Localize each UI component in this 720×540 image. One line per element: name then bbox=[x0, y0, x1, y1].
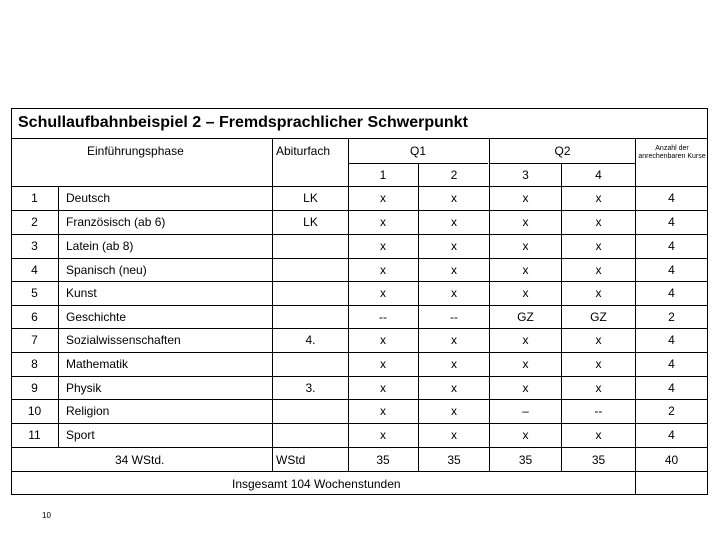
row-divider bbox=[11, 447, 708, 448]
row-semester-4: x bbox=[595, 333, 602, 347]
row-divider bbox=[11, 258, 708, 259]
row-subject: Mathematik bbox=[66, 357, 129, 371]
slide-title: Schullaufbahnbeispiel 2 – Fremdsprachlicher Schwerpunkt bbox=[18, 114, 468, 131]
row-semester-2: x bbox=[451, 404, 457, 418]
row-semester-1: x bbox=[380, 239, 386, 253]
header-semester-2: 2 bbox=[450, 168, 458, 182]
page-number: 10 bbox=[42, 511, 51, 520]
row-count: 4 bbox=[668, 333, 675, 347]
row-number: 1 bbox=[31, 191, 38, 205]
header-anzahl-kurse: Anzahl der anrechenbaren Kurse bbox=[638, 145, 706, 160]
row-divider bbox=[11, 423, 708, 424]
row-subject: Spanisch (neu) bbox=[66, 263, 147, 277]
row-semester-2: x bbox=[451, 333, 457, 347]
row-semester-2: x bbox=[451, 428, 457, 442]
row-divider bbox=[11, 234, 708, 235]
row-semester-4: x bbox=[595, 381, 602, 395]
row-semester-2: x bbox=[451, 263, 457, 277]
row-subject: Sport bbox=[66, 428, 95, 442]
row-number: 2 bbox=[31, 215, 38, 229]
header-q1: Q1 bbox=[409, 144, 426, 158]
row-abiturfach: LK bbox=[303, 215, 318, 229]
row-semester-1: x bbox=[380, 381, 386, 395]
row-count: 4 bbox=[668, 263, 675, 277]
row-divider bbox=[11, 328, 708, 329]
header-abiturfach: Abiturfach bbox=[276, 144, 331, 158]
row-subject: Kunst bbox=[66, 286, 97, 300]
row-count: 4 bbox=[668, 357, 675, 371]
row-number: 7 bbox=[31, 333, 38, 347]
row-number: 5 bbox=[31, 286, 38, 300]
row-semester-1: -- bbox=[379, 310, 387, 324]
row-subject: Französisch (ab 6) bbox=[66, 215, 166, 229]
row-semester-1: x bbox=[380, 263, 386, 277]
row-count: 4 bbox=[668, 215, 675, 229]
row-count: 2 bbox=[668, 404, 675, 418]
row-semester-1: x bbox=[380, 286, 386, 300]
row-semester-3: x bbox=[522, 239, 529, 253]
row-semester-4: x bbox=[595, 215, 602, 229]
row-semester-1: x bbox=[380, 191, 386, 205]
row-semester-3: GZ bbox=[517, 310, 534, 324]
row-number: 6 bbox=[31, 310, 38, 324]
row-count: 2 bbox=[668, 310, 675, 324]
row-subject: Religion bbox=[66, 404, 110, 418]
row-abiturfach: LK bbox=[303, 191, 318, 205]
row-divider bbox=[11, 399, 708, 400]
row-semester-2: x bbox=[451, 381, 457, 395]
row-semester-4: x bbox=[595, 191, 602, 205]
row-semester-3: x bbox=[522, 357, 529, 371]
row-divider bbox=[11, 376, 708, 377]
footer-total-hours: Insgesamt 104 Wochenstunden bbox=[232, 477, 401, 491]
row-count: 4 bbox=[668, 286, 675, 300]
row-semester-3: x bbox=[522, 215, 529, 229]
header-divider bbox=[11, 186, 708, 187]
title-divider bbox=[11, 138, 708, 139]
row-semester-1: x bbox=[380, 333, 386, 347]
row-number: 10 bbox=[27, 404, 42, 418]
totals-divider bbox=[11, 471, 708, 472]
row-subject: Sozialwissenschaften bbox=[66, 333, 181, 347]
q2-divider bbox=[490, 163, 635, 164]
column-divider bbox=[489, 138, 490, 471]
row-semester-3: x bbox=[522, 263, 529, 277]
row-semester-2: x bbox=[451, 286, 457, 300]
row-semester-4: x bbox=[595, 357, 602, 371]
row-divider bbox=[11, 281, 708, 282]
row-semester-4: x bbox=[595, 286, 602, 300]
row-count: 4 bbox=[668, 191, 675, 205]
totals-count: 40 bbox=[664, 453, 679, 467]
row-semester-3: x bbox=[522, 381, 529, 395]
totals-s4: 35 bbox=[591, 453, 606, 467]
row-semester-2: x bbox=[451, 215, 457, 229]
row-divider bbox=[11, 210, 708, 211]
row-semester-2: -- bbox=[450, 310, 458, 324]
row-semester-1: x bbox=[380, 404, 386, 418]
row-number: 4 bbox=[31, 263, 38, 277]
row-semester-3: x bbox=[522, 286, 529, 300]
row-semester-1: x bbox=[380, 215, 386, 229]
row-semester-4: x bbox=[595, 428, 602, 442]
row-subject: Physik bbox=[66, 381, 102, 395]
row-subject: Latein (ab 8) bbox=[66, 239, 134, 253]
row-semester-3: – bbox=[522, 404, 529, 418]
row-count: 4 bbox=[668, 381, 675, 395]
column-divider bbox=[58, 186, 59, 447]
header-semester-3: 3 bbox=[522, 168, 529, 182]
totals-s1: 35 bbox=[376, 453, 390, 467]
row-number: 11 bbox=[28, 428, 41, 442]
row-number: 9 bbox=[31, 381, 38, 395]
row-semester-3: x bbox=[522, 191, 529, 205]
row-divider bbox=[11, 305, 708, 306]
header-einfuehrungsphase: Einführungsphase bbox=[87, 144, 184, 158]
totals-phase: 34 WStd. bbox=[115, 453, 165, 467]
row-abiturfach: 4. bbox=[305, 333, 316, 347]
row-count: 4 bbox=[668, 428, 675, 442]
column-divider bbox=[272, 138, 273, 471]
row-semester-4: x bbox=[595, 263, 602, 277]
header-q2: Q2 bbox=[554, 144, 571, 158]
row-subject: Geschichte bbox=[66, 310, 127, 324]
row-count: 4 bbox=[668, 239, 675, 253]
row-semester-2: x bbox=[451, 357, 457, 371]
row-semester-3: x bbox=[522, 333, 529, 347]
row-subject: Deutsch bbox=[66, 191, 111, 205]
row-semester-3: x bbox=[522, 428, 529, 442]
row-abiturfach: 3. bbox=[305, 381, 316, 395]
row-semester-2: x bbox=[451, 239, 457, 253]
row-semester-4: GZ bbox=[590, 310, 607, 324]
totals-s2: 35 bbox=[447, 453, 461, 467]
totals-abitur: WStd bbox=[276, 453, 306, 467]
header-semester-4: 4 bbox=[595, 168, 602, 182]
totals-s3: 35 bbox=[518, 453, 533, 467]
header-semester-1: 1 bbox=[379, 168, 387, 182]
row-number: 3 bbox=[31, 239, 38, 253]
row-number: 8 bbox=[31, 357, 38, 371]
row-semester-1: x bbox=[380, 357, 386, 371]
row-semester-4: x bbox=[595, 239, 602, 253]
row-divider bbox=[11, 352, 708, 353]
row-semester-4: -- bbox=[594, 404, 603, 418]
row-semester-2: x bbox=[451, 191, 457, 205]
column-divider bbox=[348, 138, 349, 471]
row-semester-1: x bbox=[380, 428, 386, 442]
